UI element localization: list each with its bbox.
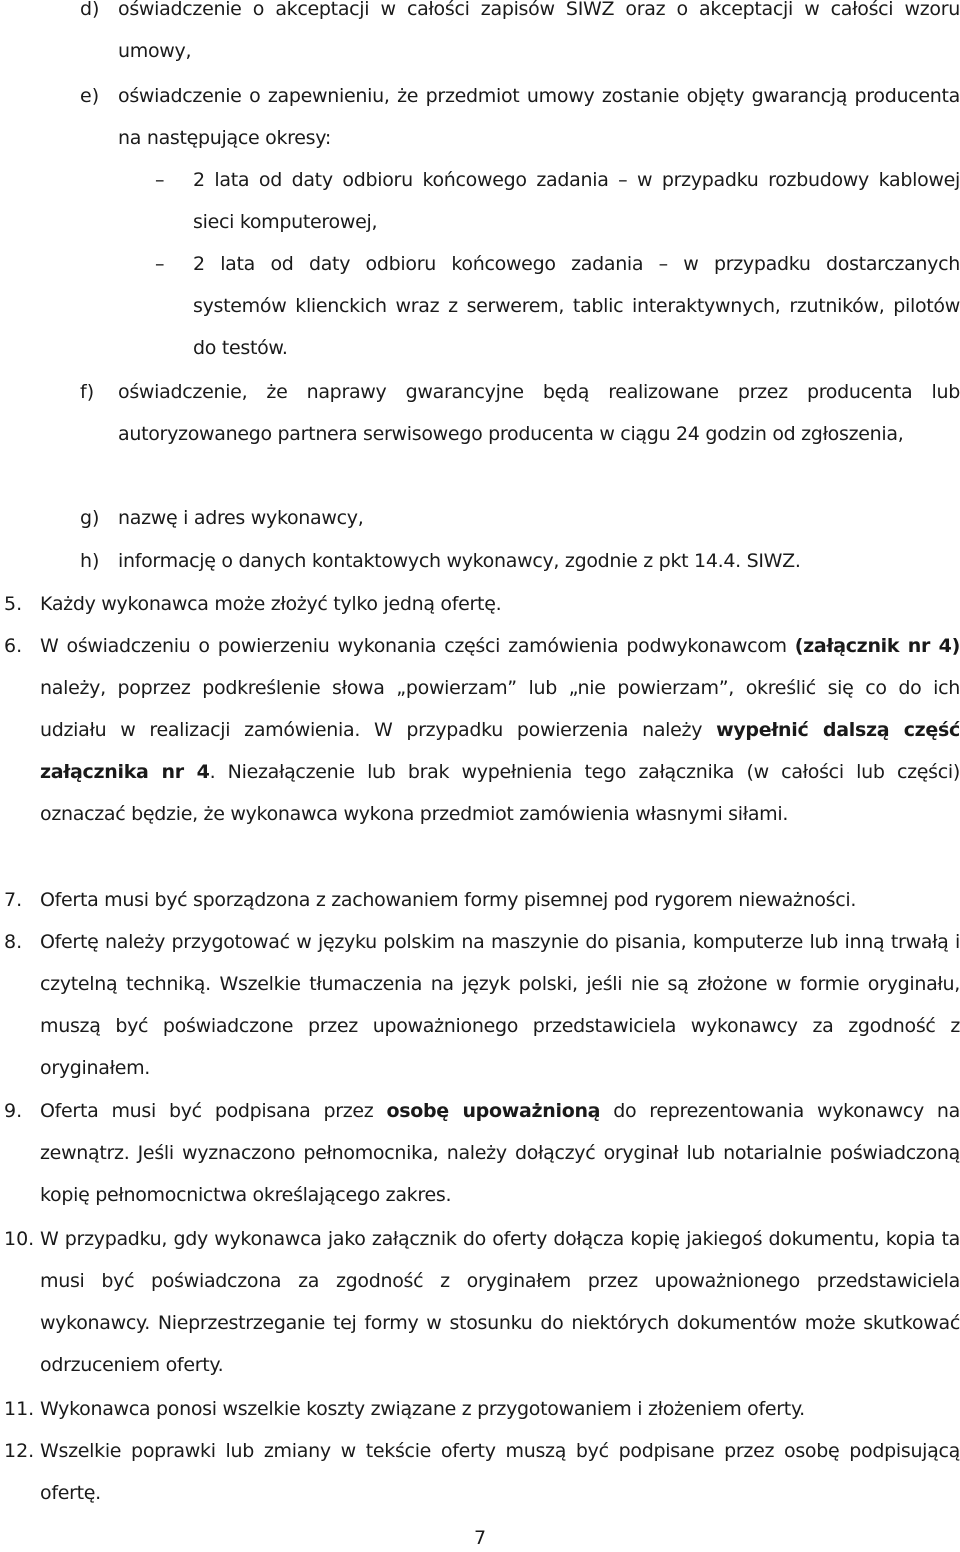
list-item-g [80, 497, 960, 539]
numbered-item-10 [4, 1218, 960, 1386]
item-number: 6. [4, 635, 23, 657]
dash-item-text: 2 lata od daty odbioru końcowego zadania – w przypadku rozbudowy kablowej sieci komputerowej, [193, 169, 960, 233]
item-number: 10. [4, 1228, 35, 1250]
item-text [40, 625, 960, 835]
text-run: do reprezentowania wykonawcy na zewnątrz. Jeśli wyznaczono pełnomocnika, należy dołączyć oryginał lub notarialnie poświadczoną kopię pełnomocnictwa określającego zakres. [40, 1100, 960, 1206]
numbered-item-5 [4, 583, 960, 625]
item-text [40, 1090, 960, 1216]
list-item-h [80, 540, 960, 582]
numbered-item-9 [4, 1090, 960, 1216]
item-text: Oferta musi być sporządzona z zachowaniem formy pisemnej pod rygorem nieważności. [40, 889, 857, 911]
list-marker: f) [80, 381, 95, 403]
item-number: 9. [4, 1100, 23, 1122]
list-marker: d) [80, 0, 100, 20]
list-item-text: informację o danych kontaktowych wykonawcy, zgodnie z pkt 14.4. SIWZ. [118, 550, 801, 572]
item-number: 5. [4, 593, 23, 615]
item-number: 12. [4, 1440, 35, 1462]
list-item-f [80, 371, 960, 455]
list-marker: g) [80, 507, 100, 529]
list-marker: e) [80, 85, 100, 107]
list-item-text: oświadczenie o akceptacji w całości zapisów SIWZ oraz o akceptacji w całości wzoru umowy, [118, 0, 960, 62]
list-marker: h) [80, 550, 100, 572]
numbered-item-12 [4, 1430, 960, 1514]
list-item-text: nazwę i adres wykonawcy, [118, 507, 364, 529]
numbered-item-6 [4, 625, 960, 835]
numbered-item-8 [4, 921, 960, 1089]
text-run: Oferta musi być podpisana przez [40, 1100, 387, 1122]
dash-item-text: 2 lata od daty odbioru końcowego zadania – w przypadku dostarczanych systemów klienckich wraz z serwerem, tablic interaktywnych, rzutników, pilotów do testów. [193, 253, 960, 359]
bold-text: wypełnić dalszą część załącznika nr 4 [40, 719, 960, 783]
item-number: 8. [4, 931, 23, 953]
dash-item-1 [155, 159, 960, 243]
item-number: 11. [4, 1398, 35, 1420]
item-text: Każdy wykonawca może złożyć tylko jedną ofertę. [40, 593, 502, 615]
item-text: Wszelkie poprawki lub zmiany w tekście oferty muszą być podpisane przez osobę podpisującą ofertę. [40, 1440, 960, 1504]
item-number: 7. [4, 889, 23, 911]
dash-item-2 [155, 243, 960, 369]
item-text: Ofertę należy przygotować w języku polskim na maszynie do pisania, komputerze lub inną trwałą i czytelną techniką. Wszelkie tłumaczenia na język polski, jeśli nie są złożone w formie oryginału, muszą być poświadczone przez upoważnionego przedstawiciela wykonawcy za zgodność z oryginałem. [40, 931, 960, 1079]
dash-marker: – [155, 169, 165, 191]
text-run: . Niezałączenie lub brak wypełnienia tego załącznika (w całości lub części) oznaczać będzie, że wykonawca wykona przedmiot zamówienia własnymi siłami. [40, 761, 960, 825]
dash-marker: – [155, 253, 165, 275]
item-text: Wykonawca ponosi wszelkie koszty związane z przygotowaniem i złożeniem oferty. [40, 1398, 805, 1420]
text-run: W oświadczeniu o powierzeniu wykonania części zamówienia podwykonawcom [40, 635, 795, 657]
text-run: należy, poprzez podkreślenie słowa „powierzam” lub „nie powierzam”, określić się co do ich udziału w realizacji zamówienia. W przypadku powierzenia należy [40, 677, 960, 741]
bold-text: (załącznik nr 4) [794, 635, 960, 657]
list-item-e [80, 75, 960, 159]
list-item-text: oświadczenie o zapewnieniu, że przedmiot umowy zostanie objęty gwarancją producenta na następujące okresy: [118, 85, 960, 149]
numbered-item-11 [4, 1388, 960, 1430]
item-text: W przypadku, gdy wykonawca jako załącznik do oferty dołącza kopię jakiegoś dokumentu, kopia ta musi być poświadczona za zgodność z oryginałem przez upoważnionego przedstawiciela wykonawcy. Nieprzestrzeganie tej formy w stosunku do niektórych dokumentów może skutkować odrzuceniem oferty. [40, 1228, 960, 1376]
list-item-d [80, 0, 960, 72]
list-item-text: oświadczenie, że naprawy gwarancyjne będą realizowane przez producenta lub autoryzowanego partnera serwisowego producenta w ciągu 24 godzin od zgłoszenia, [118, 381, 960, 445]
numbered-item-7 [4, 879, 960, 921]
page-number: 7 [473, 1527, 487, 1549]
bold-text: osobę upoważnioną [386, 1100, 601, 1122]
